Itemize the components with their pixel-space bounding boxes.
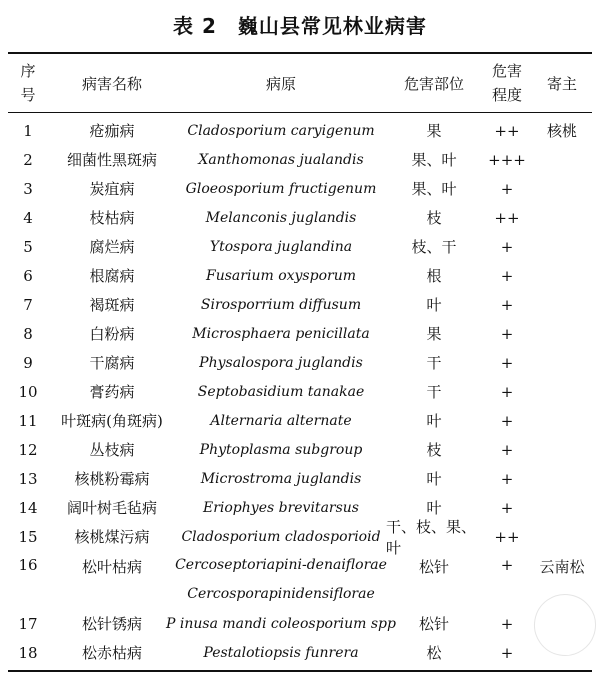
damage-part: 果、叶	[411, 180, 457, 198]
row-number: 1	[23, 121, 33, 140]
damage-part: 叶	[426, 470, 442, 488]
table-row	[8, 464, 592, 493]
host	[532, 377, 592, 406]
damage-part: 枝	[426, 441, 442, 459]
damage-degree: +	[500, 382, 514, 401]
row-number: 13	[18, 469, 38, 488]
row-number: 9	[23, 353, 33, 372]
header-no-line1: 序	[20, 62, 36, 80]
disease-name: 褐斑病	[89, 296, 135, 314]
header-name: 病害名称	[81, 74, 142, 93]
damage-part: 果	[426, 122, 442, 140]
pathogen: Pestalotiopsis funrera	[203, 644, 359, 661]
pathogen: Microstroma juglandis	[200, 470, 362, 487]
damage-degree: +	[500, 498, 514, 517]
damage-degree: +++	[488, 150, 526, 169]
pathogen: Gloeosporium fructigenum	[185, 180, 377, 197]
damage-part: 叶	[426, 499, 442, 517]
table-row	[8, 174, 592, 203]
pathogen: Cladosporium cladosporioid	[181, 528, 381, 545]
host	[532, 319, 592, 348]
header-no-line2: 号	[20, 86, 36, 104]
table-title: 表 2 巍山县常见林业病害	[173, 14, 427, 38]
row-number: 12	[18, 440, 38, 459]
pathogen: Xanthomonas jualandis	[198, 151, 364, 168]
table-row	[8, 116, 592, 145]
host	[532, 406, 592, 435]
table-row	[8, 319, 592, 348]
row-number: 5	[23, 237, 33, 256]
row-number: 16	[18, 556, 38, 574]
host	[532, 464, 592, 493]
disease-name: 根腐病	[89, 267, 135, 285]
pathogen	[176, 551, 386, 609]
disease-name: 丛枝病	[89, 441, 135, 459]
disease-name: 炭疽病	[89, 180, 135, 198]
header-no	[8, 56, 48, 110]
header-degree-line2: 程度	[491, 86, 522, 104]
pathogen: Septobasidium tanakae	[197, 383, 365, 400]
disease-name: 松叶枯病	[81, 558, 142, 576]
disease-name: 松赤枯病	[81, 644, 142, 662]
disease-name: 叶斑病(角斑病)	[61, 412, 163, 430]
host	[532, 290, 592, 319]
table-row	[8, 261, 592, 290]
damage-degree: +	[500, 643, 514, 662]
header-host: 寄主	[546, 74, 577, 93]
pathogen-line1: Cercoseptoriapini-denaiflorae	[175, 557, 387, 573]
damage-part: 松针	[418, 615, 449, 633]
pathogen: P inusa mandi coleosporium spp	[166, 615, 396, 632]
host	[532, 522, 592, 551]
row-number: 18	[18, 643, 38, 662]
pathogen: Physalospora juglandis	[199, 354, 363, 371]
pathogen: Sirosporrium diffusum	[200, 296, 362, 313]
damage-degree: +	[500, 411, 514, 430]
row-number: 14	[18, 498, 38, 517]
host: 云南松	[539, 558, 585, 576]
pathogen-line2: Cercosporapinidensiflorae	[187, 586, 375, 602]
table-row	[8, 145, 592, 174]
table-header	[8, 56, 592, 110]
damage-degree: ++	[494, 208, 520, 227]
pathogen: Eriophyes brevitarsus	[202, 499, 359, 516]
damage-part: 果	[426, 325, 442, 343]
disease-name: 松针锈病	[81, 615, 142, 633]
damage-degree: ++	[494, 121, 520, 140]
damage-degree: +	[500, 469, 514, 488]
damage-part: 松	[426, 644, 442, 662]
damage-degree: +	[500, 353, 514, 372]
table-row	[8, 609, 592, 638]
row-number: 2	[23, 150, 33, 169]
damage-part: 干	[426, 354, 442, 372]
table-row	[8, 638, 592, 667]
table-row	[8, 517, 592, 557]
damage-part: 叶	[426, 296, 442, 314]
row-number: 6	[23, 266, 33, 285]
row-number: 11	[18, 411, 38, 430]
header-rule	[8, 112, 592, 113]
host	[532, 348, 592, 377]
top-rule	[8, 52, 592, 54]
header-degree	[482, 56, 532, 110]
disease-name: 核桃粉霉病	[74, 470, 150, 488]
row-number: 7	[23, 295, 33, 314]
row-number: 4	[23, 208, 33, 227]
pathogen: Microsphaera penicillata	[192, 325, 370, 342]
table-row	[8, 435, 592, 464]
header-part: 危害部位	[403, 74, 464, 93]
damage-part: 叶	[426, 412, 442, 430]
table-row	[8, 290, 592, 319]
table-row	[8, 232, 592, 261]
damage-degree: ++	[494, 527, 520, 546]
row-number: 3	[23, 179, 33, 198]
damage-degree: +	[500, 237, 514, 256]
disease-name: 腐烂病	[89, 238, 135, 256]
disease-name: 疮痂病	[89, 122, 135, 140]
pathogen: Phytoplasma subgroup	[199, 441, 363, 458]
damage-part: 枝	[426, 209, 442, 227]
table-row	[8, 203, 592, 232]
table-row	[8, 406, 592, 435]
disease-name: 阔叶树毛毡病	[66, 499, 157, 517]
damage-part: 枝、干	[411, 238, 457, 256]
row-number: 17	[18, 614, 38, 633]
disease-name: 核桃煤污病	[74, 528, 150, 546]
damage-degree: +	[500, 295, 514, 314]
bottom-rule	[8, 670, 592, 672]
damage-part: 果、叶	[411, 151, 457, 169]
disease-name: 细菌性黑斑病	[66, 151, 157, 169]
row-number: 15	[18, 527, 38, 546]
table-row	[8, 493, 592, 522]
disease-name: 干腐病	[89, 354, 135, 372]
pathogen: Alternaria alternate	[210, 412, 352, 429]
host	[532, 435, 592, 464]
disease-name: 枝枯病	[89, 209, 135, 227]
host	[532, 232, 592, 261]
host	[532, 493, 592, 522]
host	[532, 261, 592, 290]
row-number: 8	[23, 324, 33, 343]
pathogen: Ytospora juglandina	[209, 238, 353, 255]
disease-name: 白粉病	[89, 325, 135, 343]
damage-degree: +	[500, 614, 514, 633]
host: 核桃	[546, 122, 577, 140]
table-row	[8, 348, 592, 377]
pathogen: Fusarium oxysporum	[206, 267, 356, 284]
damage-part: 干、枝、果、叶	[386, 517, 477, 557]
pathogen: Melanconis juglandis	[205, 209, 357, 226]
host	[532, 203, 592, 232]
header-pathogen: 病原	[265, 74, 296, 93]
table-row	[8, 551, 592, 609]
host	[532, 145, 592, 174]
disease-name: 膏药病	[89, 383, 135, 401]
damage-degree: +	[500, 440, 514, 459]
damage-degree: +	[500, 556, 514, 574]
pathogen: Cladosporium caryigenum	[187, 122, 375, 139]
row-number: 10	[18, 382, 38, 401]
damage-part: 干	[426, 383, 442, 401]
damage-degree: +	[500, 324, 514, 343]
damage-part: 根	[426, 267, 442, 285]
damage-degree: +	[500, 179, 514, 198]
header-degree-line1: 危害	[491, 62, 522, 80]
damage-part: 松针	[418, 558, 449, 576]
table-row	[8, 377, 592, 406]
damage-degree: +	[500, 266, 514, 285]
host	[532, 174, 592, 203]
